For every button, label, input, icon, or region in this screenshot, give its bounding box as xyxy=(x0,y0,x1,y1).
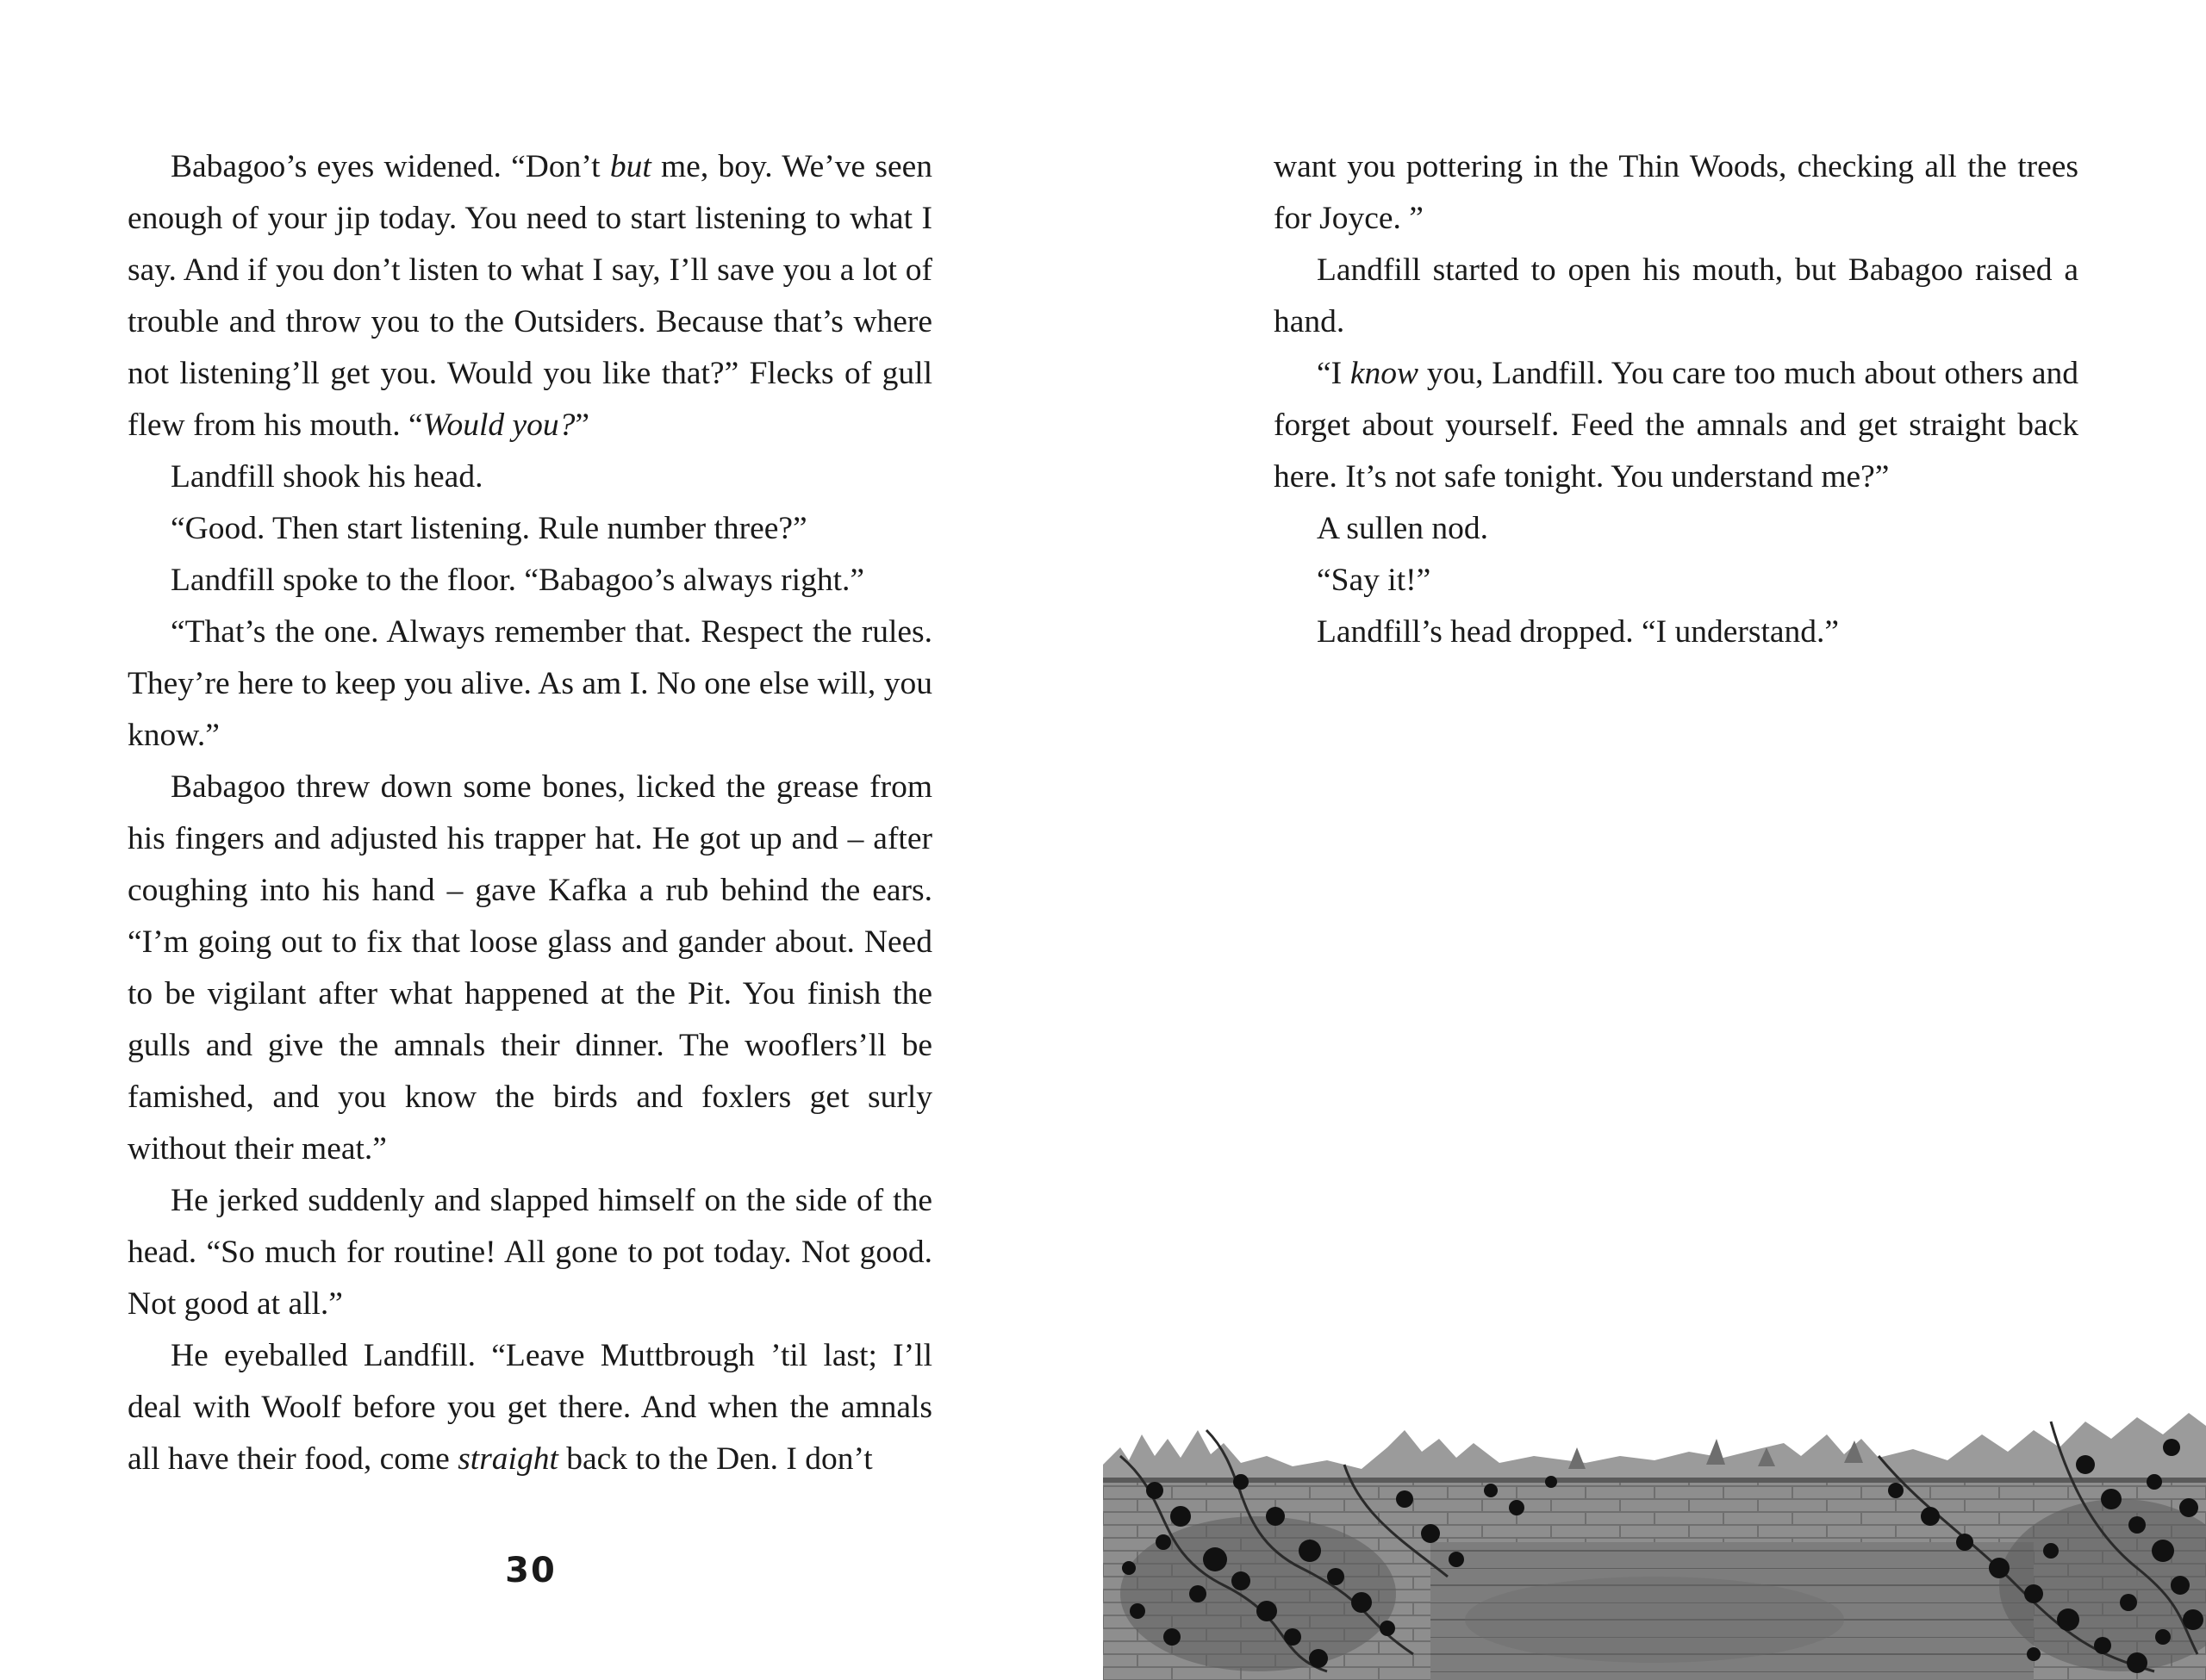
paragraph: “That’s the one. Always remember that. Respect the rules. They’re here to keep you alive. As am I. No one else will, you know.” xyxy=(128,614,932,753)
paragraph: Landfill spoke to the floor. “Babagoo’s always right.” xyxy=(171,563,865,598)
paragraph: He jerked suddenly and slapped himself on the side of the head. “So much for routine! All gone to pot today. Not good. Not good at all.” xyxy=(128,1183,932,1322)
paragraph: Babagoo’s eyes widened. “Don’t but me, boy. We’ve seen enough of your jip today. You need to start listening to what I say. And if you don’t listen to what I say, I’ll save you a lot of trouble and throw you to the Outsiders. Because that’s where not listening’ll get you. Would you like that?” Flecks of gull flew from his mouth. “Would you?” xyxy=(128,149,932,443)
left-text-column xyxy=(128,141,932,1485)
paragraph: Landfill started to open his mouth, but Babagoo raised a hand. xyxy=(1274,252,2078,339)
paragraph: “I know you, Landfill. You care too much about others and forget about yourself. Feed the amnals and get straight back here. It’s not safe tonight. You understand me?” xyxy=(1274,356,2078,495)
right-text-column xyxy=(1274,141,2078,658)
overgrown-wall-illustration xyxy=(1103,1396,2206,1680)
paragraph: Babagoo threw down some bones, licked the grease from his fingers and adjusted his trapper hat. He got up and – after coughing into his hand – gave Kafka a rub behind the ears. “I’m going out to fix that loose glass and gander about. Need to be vigilant after what happened at the Pit. You finish the gulls and give the amnals their dinner. The wooflers’ll be famished, and you know the birds and foxlers get surly without their meat.” xyxy=(128,769,932,1167)
paragraph: He eyeballed Landfill. “Leave Muttbrough ’til last; I’ll deal with Woolf before you get there. And when the amnals all have their food, come straight back to the Den. I don’t xyxy=(128,1338,932,1477)
page-number: 30 xyxy=(505,1551,557,1590)
paragraph: Landfill shook his head. xyxy=(171,459,483,495)
paragraph: Landfill’s head dropped. “I understand.” xyxy=(1317,614,1840,650)
continuation-paragraph: want you pottering in the Thin Woods, checking all the trees for Joyce. ” xyxy=(1274,149,2078,236)
paragraph: A sullen nod. xyxy=(1317,511,1488,546)
paragraph: “Say it!” xyxy=(1317,563,1431,598)
wall-drawing xyxy=(1103,1396,2206,1680)
paragraph: “Good. Then start listening. Rule number three?” xyxy=(171,511,807,546)
